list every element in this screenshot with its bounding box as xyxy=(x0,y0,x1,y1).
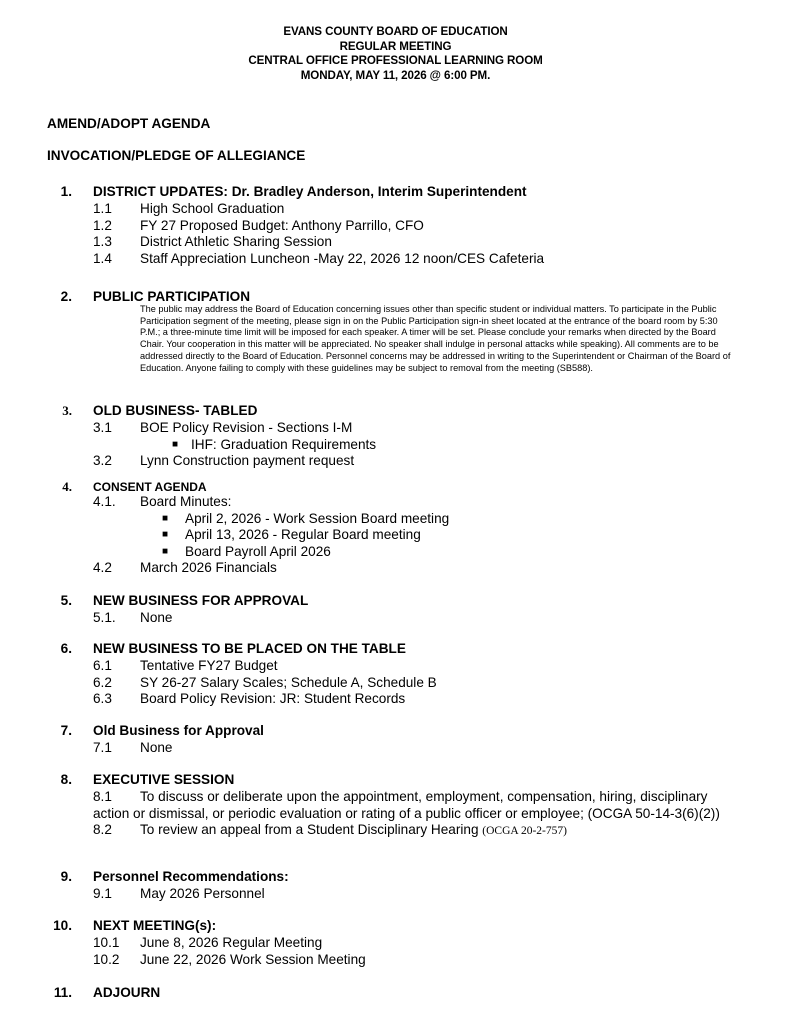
item-number: 3.2 xyxy=(93,453,112,468)
section-number: 1. xyxy=(60,184,72,199)
list-item xyxy=(0,740,791,757)
section-title: OLD BUSINESS- TABLED xyxy=(93,403,258,418)
item-number: 6.1 xyxy=(93,658,112,673)
list-item xyxy=(0,658,791,675)
section-number: 7. xyxy=(60,723,72,738)
section-number: 4. xyxy=(62,479,72,494)
item-number: 1.1 xyxy=(93,201,112,216)
item-text: March 2026 Financials xyxy=(140,560,277,575)
list-item xyxy=(0,437,791,454)
item-text: None xyxy=(140,610,173,625)
section-executive-session xyxy=(0,771,791,840)
section-title: Old Business for Approval xyxy=(93,723,264,738)
item-text: High School Graduation xyxy=(140,201,285,216)
list-item xyxy=(0,935,791,952)
item-number: 9.1 xyxy=(93,886,112,901)
section-adjourn xyxy=(0,984,791,1002)
list-item xyxy=(0,511,791,528)
list-item xyxy=(93,822,743,840)
item-text: May 2026 Personnel xyxy=(140,886,265,901)
section-title: NEW BUSINESS FOR APPROVAL xyxy=(93,593,309,608)
section-personnel xyxy=(0,868,791,903)
section-title: EXECUTIVE SESSION xyxy=(93,772,235,787)
item-text: Staff Appreciation Luncheon -May 22, 2026 12 noon/CES Cafeteria xyxy=(140,250,545,266)
agenda-header xyxy=(0,25,791,83)
amend-adopt-heading: AMEND/ADOPT AGENDA xyxy=(47,116,211,131)
section-number: 10. xyxy=(53,918,72,933)
list-item xyxy=(0,251,791,268)
item-number: 8.2 xyxy=(93,822,112,837)
section-new-business-approval xyxy=(0,592,791,627)
item-number: 10.1 xyxy=(93,935,120,950)
section-number: 2. xyxy=(60,289,72,304)
item-text: June 8, 2026 Regular Meeting xyxy=(140,935,323,950)
list-item xyxy=(0,218,791,235)
section-old-business-tabled xyxy=(0,402,791,470)
ocga-reference: (OCGA 20-2-757) xyxy=(482,825,567,837)
meeting-location: CENTRAL OFFICE PROFESSIONAL LEARNING ROOM xyxy=(248,54,543,67)
bullet-square-icon: ■ xyxy=(162,512,169,524)
item-text: April 2, 2026 - Work Session Board meeting xyxy=(185,510,450,526)
list-item xyxy=(0,494,791,511)
item-text: April 13, 2026 - Regular Board meeting xyxy=(185,527,421,542)
section-old-business-approval xyxy=(0,722,791,757)
section-number: 6. xyxy=(60,641,72,656)
list-item xyxy=(0,201,791,218)
section-title: NEW BUSINESS TO BE PLACED ON THE TABLE xyxy=(93,641,406,656)
list-item xyxy=(0,886,791,903)
list-item xyxy=(0,560,791,577)
section-public-participation xyxy=(0,288,791,374)
item-number: 6.3 xyxy=(93,691,112,706)
public-participation-guidelines: The public may address the Board of Education concerning issues other than specific student or individual matters. To participate in the Public Participation segment of the meeting, please sign in on the Public Participation sign-in sheet located at the entrance of the board room by 5:30 P.M.; a three-minute time limit will be imposed for each speaker. A timer will be set. Please conclude your remarks when directed by the Board Chair. Your cooperation in this matter will be appreciated. No speaker shall indulge in personal attacks while speaking). All comments are to be addressed directly to the Board of Education. Personnel concerns may be addressed in writing to the Superintendent or Chairman of the Board of Education. Anyone failing to comply with these guidelines may be subject to removal from the meeting (SB588). xyxy=(140,304,731,373)
section-title: CONSENT AGENDA xyxy=(93,480,207,494)
item-text: District Athletic Sharing Session xyxy=(140,234,332,249)
item-number: 1.2 xyxy=(93,217,112,233)
section-number: 9. xyxy=(60,869,72,884)
section-number: 5. xyxy=(60,593,72,608)
item-number: 1.4 xyxy=(93,250,112,266)
item-number: 3.1 xyxy=(93,420,112,435)
section-number: 8. xyxy=(60,772,72,787)
section-next-meeting xyxy=(0,917,791,968)
list-item xyxy=(0,691,791,708)
item-text: FY 27 Proposed Budget: Anthony Parrillo, CFO xyxy=(140,217,424,233)
section-title: PUBLIC PARTICIPATION xyxy=(93,289,251,304)
item-text: None xyxy=(140,740,173,755)
item-text: IHF: Graduation Requirements xyxy=(191,436,377,452)
list-item xyxy=(0,675,791,692)
list-item xyxy=(93,789,743,822)
item-text: June 22, 2026 Work Session Meeting xyxy=(140,951,366,967)
list-item xyxy=(0,420,791,437)
list-item xyxy=(0,610,791,627)
item-number: 6.2 xyxy=(93,674,112,690)
list-item xyxy=(0,453,791,470)
item-number: 1.3 xyxy=(93,234,112,249)
item-text: Board Minutes: xyxy=(140,494,232,509)
section-title: NEXT MEETING(s): xyxy=(93,918,217,933)
item-text: SY 26-27 Salary Scales; Schedule A, Schedule B xyxy=(140,674,437,690)
meeting-date: MONDAY, MAY 11, 2026 @ 6:00 PM. xyxy=(300,68,491,82)
invocation-heading: INVOCATION/PLEDGE OF ALLEGIANCE xyxy=(47,148,306,163)
section-title: ADJOURN xyxy=(93,985,161,1000)
item-number: 5.1. xyxy=(93,610,116,625)
meeting-type: REGULAR MEETING xyxy=(339,39,452,53)
list-item xyxy=(0,234,791,251)
list-item xyxy=(0,952,791,969)
section-number: 3. xyxy=(62,403,72,418)
list-item xyxy=(0,544,791,561)
item-number: 4.2 xyxy=(93,560,112,575)
item-text: To discuss or deliberate upon the appointment, employment, compensation, hiring, disciplinary action or dismissal, or periodic evaluation or rating of a public officer or employee; (OCGA 50-14-3(6)(2)) xyxy=(93,789,720,821)
list-item xyxy=(0,527,791,544)
bullet-square-icon: ■ xyxy=(162,545,169,557)
section-new-business-table xyxy=(0,640,791,708)
section-district-updates xyxy=(0,183,791,267)
item-text: Board Policy Revision: JR: Student Records xyxy=(140,691,406,706)
section-number: 11. xyxy=(53,985,72,1000)
item-number: 8.1 xyxy=(93,789,112,804)
section-title: DISTRICT UPDATES: Dr. Bradley Anderson, Interim Superintendent xyxy=(93,184,527,199)
item-text: BOE Policy Revision - Sections I-M xyxy=(140,420,353,435)
item-text: Lynn Construction payment request xyxy=(140,453,355,468)
item-text: To review an appeal from a Student Disciplinary Hearing xyxy=(140,822,479,837)
item-text: Board Payroll April 2026 xyxy=(185,543,331,559)
section-title: Personnel Recommendations: xyxy=(93,869,289,884)
item-number: 7.1 xyxy=(93,740,112,755)
section-consent-agenda xyxy=(0,478,791,577)
bullet-square-icon: ■ xyxy=(172,438,179,450)
bullet-square-icon: ■ xyxy=(162,529,169,540)
item-text: Tentative FY27 Budget xyxy=(140,658,278,673)
item-number: 4.1. xyxy=(93,494,116,509)
item-number: 10.2 xyxy=(93,951,120,967)
board-name: EVANS COUNTY BOARD OF EDUCATION xyxy=(283,25,508,38)
